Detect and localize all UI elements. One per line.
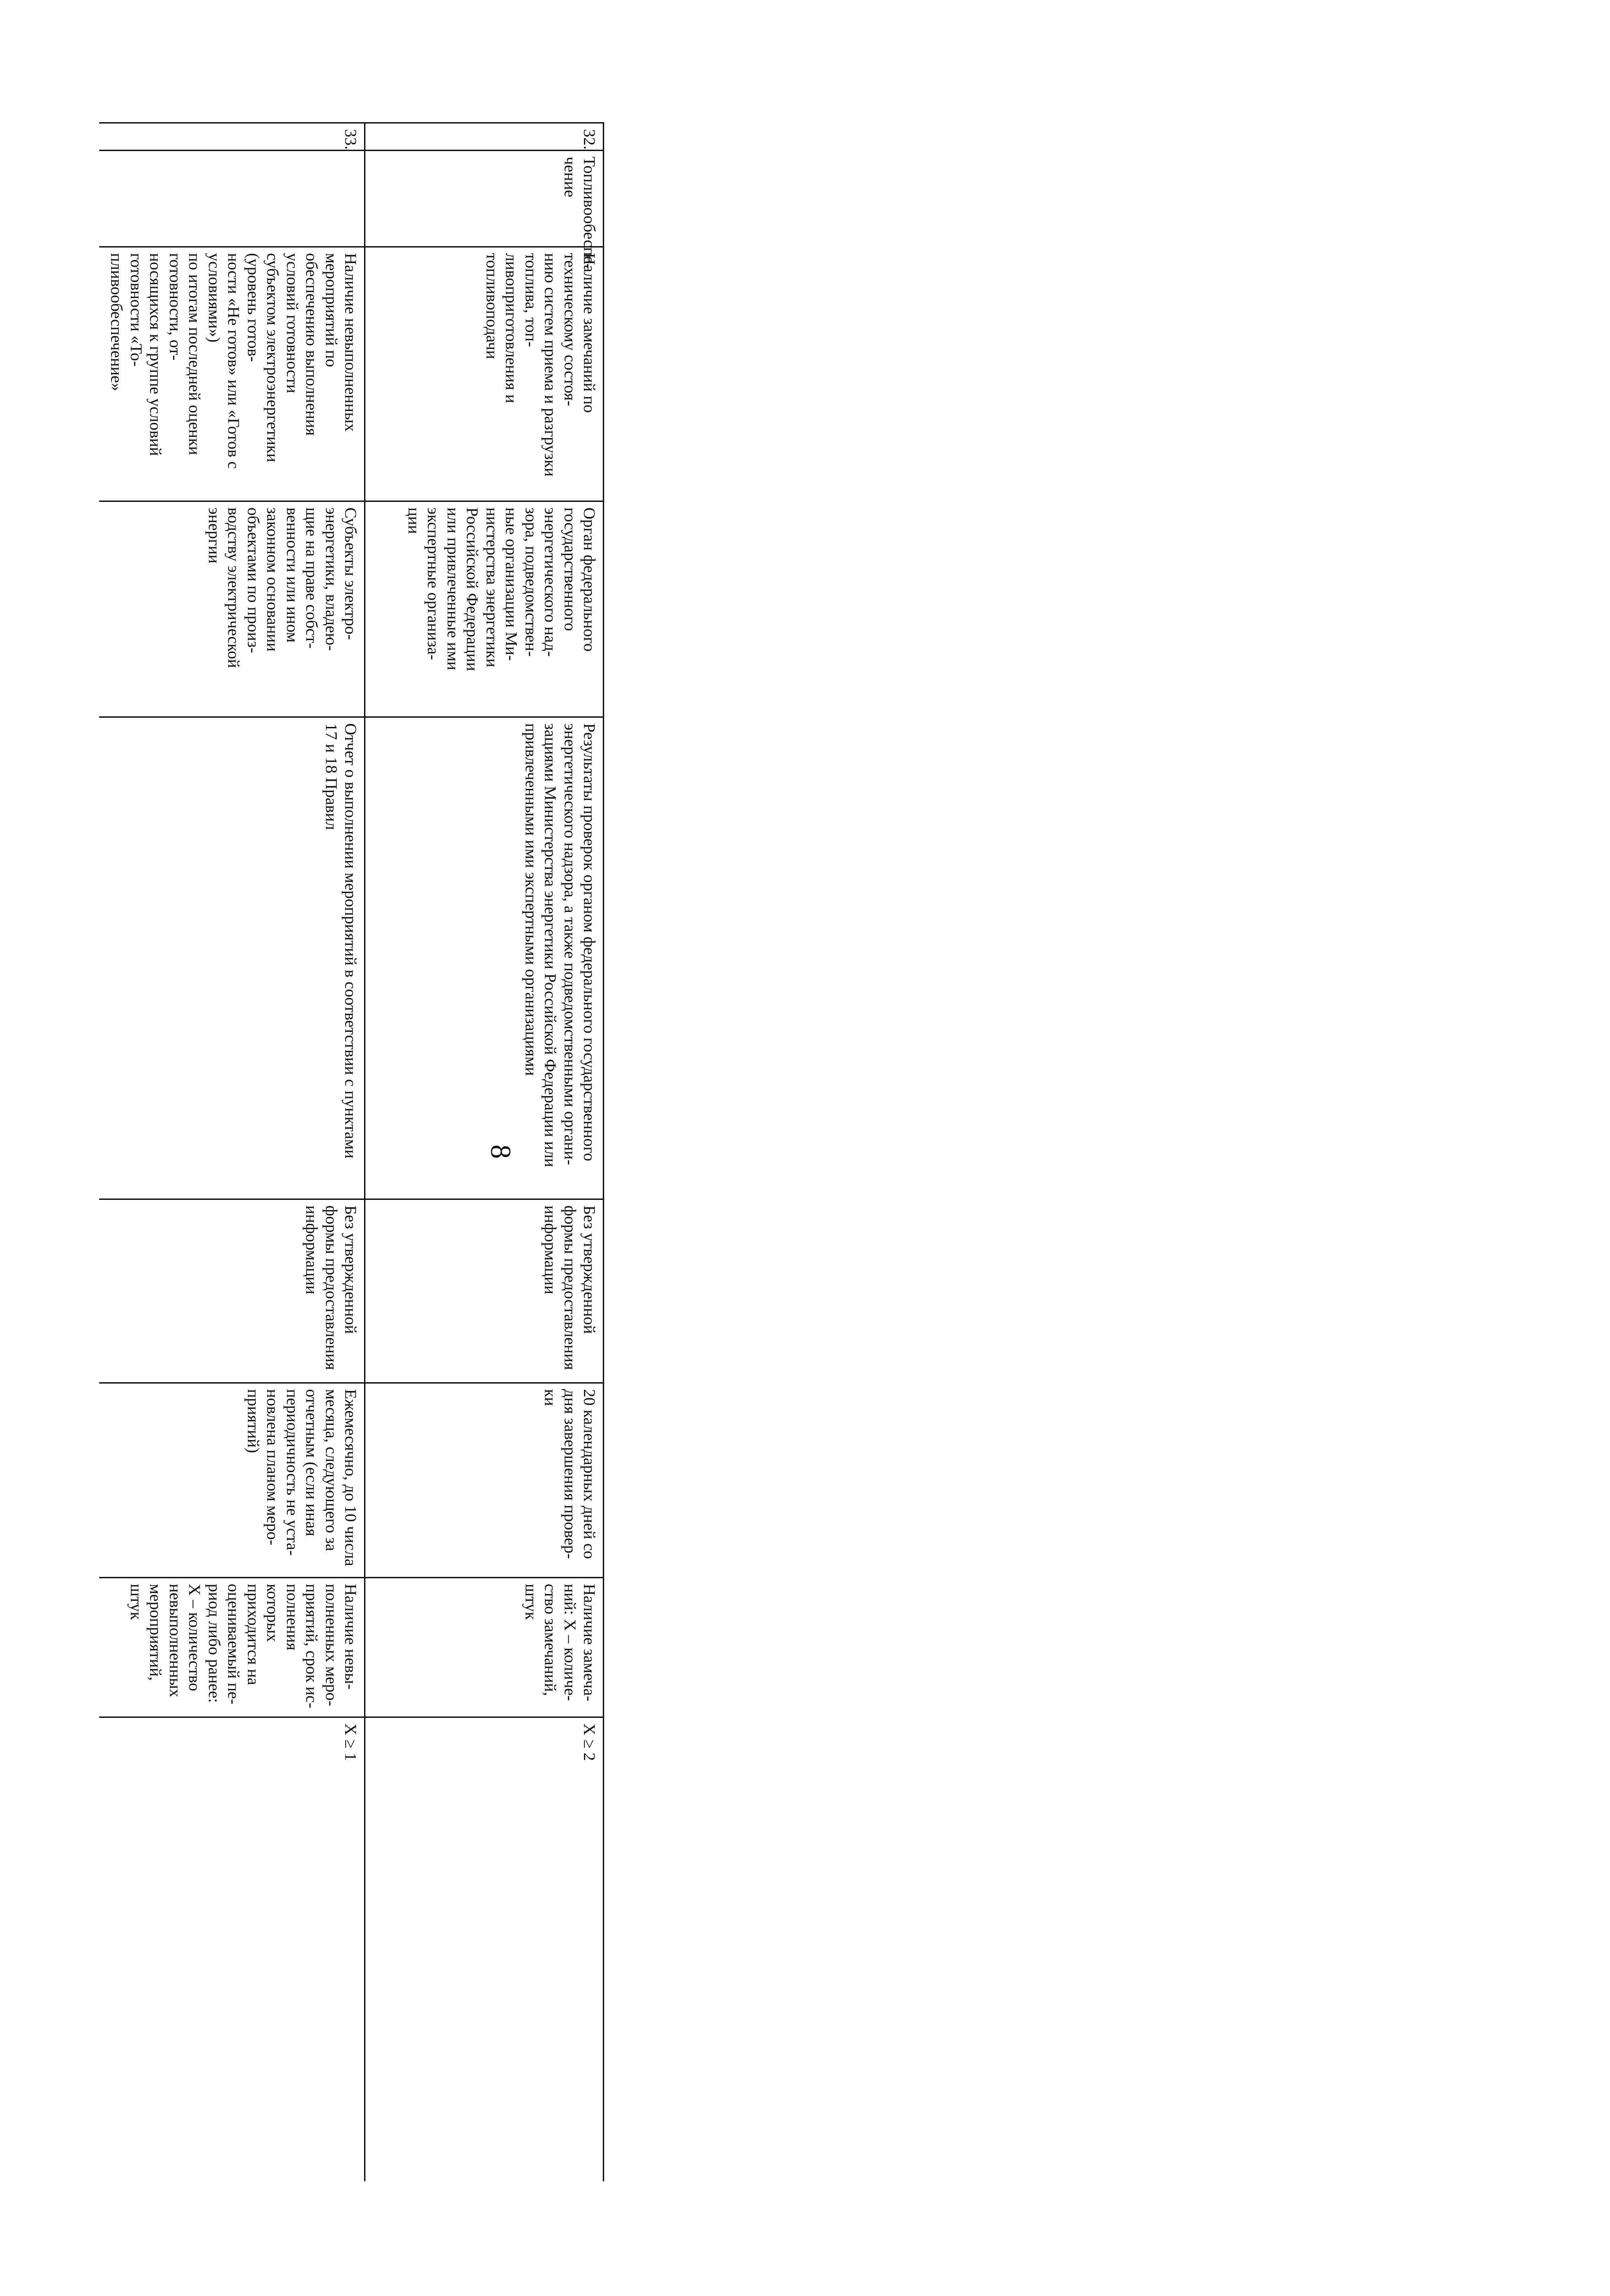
page-number: 8	[485, 1144, 516, 1159]
threshold-text: X ≥ 1	[342, 1723, 360, 1761]
row-number-cell: 33.	[99, 123, 365, 151]
information-source-cell	[99, 717, 365, 1199]
criterion-cell	[99, 1578, 365, 1717]
indicator-description-cell	[365, 247, 604, 501]
indicator-table	[99, 122, 604, 2181]
threshold-value-cell	[365, 1717, 604, 2182]
group-text: Топливообеспе- чение	[561, 157, 599, 269]
submission-form-cell	[99, 1199, 365, 1383]
criterion-text: Наличие замеча- ний: X – количе- ство замечаний, штук	[522, 1584, 599, 1702]
information-provider-cell	[365, 501, 604, 717]
form-text: Без утвержденной формы предоставления информации	[541, 1205, 599, 1370]
provider-text: Орган федерального государственного энергетического над- зора, подведомствен- ные организации Ми- нистерства энергетики Российской Федерации или привлеченные ими экспертные организа- ции	[404, 507, 599, 671]
indicator-group-cell	[365, 151, 604, 269]
deadline-text: 20 календарных дней со дня завершения провер- ки	[541, 1389, 599, 1559]
criterion-text: Наличие невы- полненных меро- приятий, срок ис- полнения которых приходится на оцениваемый пе- риод либо ранее: X – количество невыполненных мероприятий, штук	[127, 1584, 360, 1709]
information-source-cell	[365, 717, 604, 1199]
indicator-text: Наличие замечаний по техническому состоя- нию систем приема и разгрузки топлива, топ- ливоприготовления и топливоподачи	[482, 253, 599, 477]
row-number-cell: 32.	[365, 123, 604, 151]
indicator-description-cell	[99, 247, 365, 501]
table-row	[365, 123, 604, 2182]
submission-deadline-cell	[365, 1383, 604, 1578]
criterion-cell	[365, 1578, 604, 1717]
deadline-text: Ежемесячно, до 10 числа месяца, следующего за отчетным (если иная периодичность не уста- новлена планом меро- приятий)	[244, 1389, 360, 1566]
submission-deadline-cell	[99, 1383, 365, 1578]
source-text: Отчет о выполнении мероприятий в соответствии с пунктами 17 и 18 Правил	[322, 723, 360, 1159]
information-provider-cell	[99, 501, 365, 717]
provider-text: Субъекты электро- энергетики, владею- щие на праве собст- венности или ином законном основании объектами по произ- водству электрической энергии	[205, 507, 360, 668]
table-row	[99, 123, 365, 2182]
submission-form-cell	[365, 1199, 604, 1383]
indicator-text: Наличие невыполненных мероприятий по обеспечению выполнения условий готовности субъектом электроэнергетики (уровень готов- ности «Не готов» или «Готов с условиями») по итогам последней оценки готовности, от- носящихся к группе условий готовности «То- пливообеспечение»	[107, 253, 360, 469]
indicator-table-frame	[99, 122, 604, 2181]
threshold-text: X ≥ 2	[580, 1723, 599, 1761]
indicator-group-cell	[99, 151, 365, 247]
threshold-value-cell	[99, 1717, 365, 2182]
source-text: Результаты проверок органом федерального государственного энергетического надзора, а также подведомственными органи- зациями Министерства энергетики Российской Федерации или привлеченными ими экспертными организациями	[522, 723, 599, 1167]
form-text: Без утвержденной формы предоставления информации	[303, 1205, 360, 1370]
